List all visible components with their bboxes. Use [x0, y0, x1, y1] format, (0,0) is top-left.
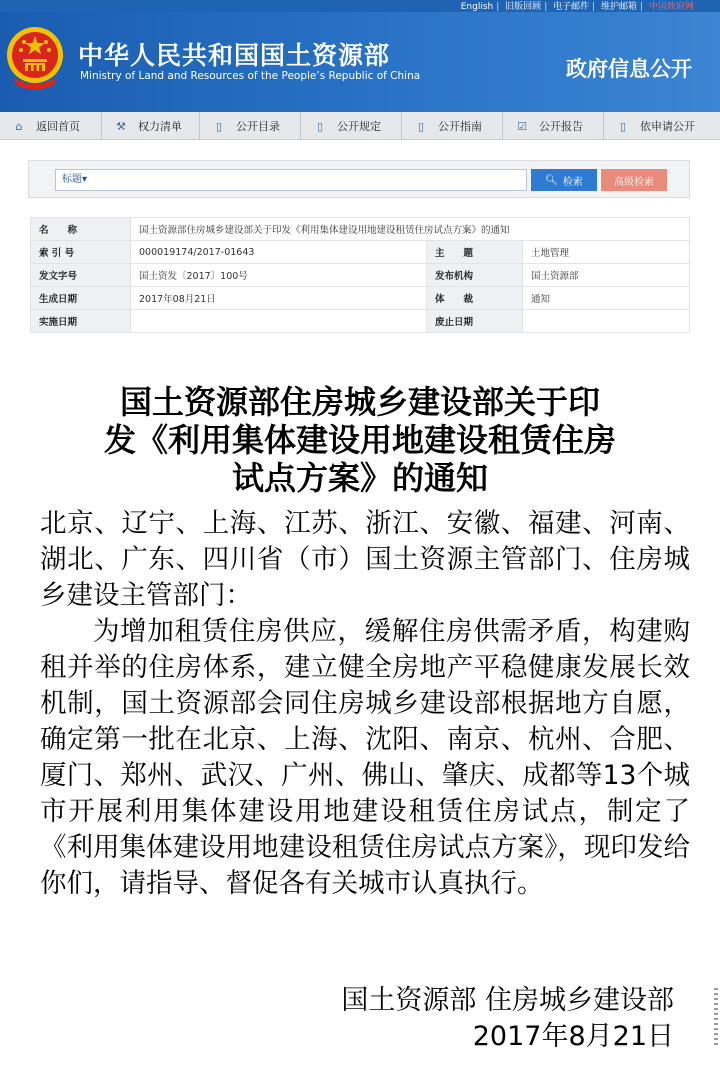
nav-open-catalog[interactable] [200, 112, 301, 140]
site-title-english: Ministry of Land and Resources of the People’s Republic of China [80, 70, 421, 82]
meta-value: 2017年08月21日 [131, 287, 427, 310]
top-utility-bar [0, 0, 720, 12]
meta-value [131, 310, 427, 333]
search-button[interactable] [531, 169, 597, 191]
link-gov-portal[interactable]: 中国政府网 [648, 2, 694, 12]
nav-open-rules[interactable] [301, 112, 402, 140]
meta-value: 国土资发〔2017〕100号 [131, 264, 427, 287]
main-nav [0, 112, 720, 140]
meta-label: 名 称 [31, 218, 131, 241]
document-icon: ▯ [316, 119, 324, 133]
nav-label: 公开目录 [236, 120, 280, 133]
scroll-indicator[interactable] [714, 988, 718, 1048]
nav-label: 返回首页 [36, 120, 80, 133]
document-icon: ▯ [215, 119, 223, 133]
signature-date: 2017年8月21日 [472, 1021, 674, 1052]
nav-apply-open[interactable] [604, 112, 720, 140]
link-maintenance-mail[interactable]: 维护邮箱 [601, 2, 638, 12]
meta-label: 发文字号 [31, 264, 131, 287]
document-meta-table [30, 217, 690, 333]
meta-value: 国土资源部住房城乡建设部关于印发《利用集体建设用地建设租赁住房试点方案》的通知 [131, 218, 690, 241]
link-english[interactable]: English [460, 2, 494, 12]
document-icon: ▯ [417, 119, 425, 133]
document-title-line: 国土资源部住房城乡建设部关于印 [119, 383, 600, 421]
document-signature [341, 983, 674, 1055]
nav-label: 权力清单 [138, 120, 182, 133]
table-row [31, 241, 690, 264]
document-icon: ▯ [619, 119, 627, 133]
table-row [31, 218, 690, 241]
clipboard-icon: ☑ [517, 119, 527, 133]
nav-open-report[interactable] [503, 112, 604, 140]
hammer-icon: ⚒ [116, 119, 126, 133]
meta-label: 索 引 号 [31, 241, 131, 264]
nav-label: 公开规定 [337, 120, 381, 133]
link-old-version[interactable]: 旧版回顾 [505, 2, 542, 12]
meta-label: 生成日期 [31, 287, 131, 310]
document-title [0, 383, 720, 497]
meta-label: 体 裁 [427, 287, 523, 310]
section-title: 政府信息公开 [566, 57, 692, 81]
meta-label: 实施日期 [31, 310, 131, 333]
site-header [0, 12, 720, 112]
advanced-search-button[interactable]: 高级检索 [601, 169, 667, 191]
home-icon: ⌂ [15, 119, 23, 133]
search-input[interactable] [55, 169, 527, 191]
search-bar [28, 160, 690, 198]
meta-value [523, 310, 690, 333]
document-recipients: 北京、辽宁、上海、江苏、浙江、安徽、福建、河南、湖北、广东、四川省（市）国土资源主管部门、住房城乡建设主管部门： [40, 508, 690, 611]
table-row [31, 264, 690, 287]
meta-label: 主 题 [427, 241, 523, 264]
nav-open-guide[interactable] [402, 112, 503, 140]
document-title-line: 试点方案》的通知 [231, 459, 488, 497]
national-emblem-icon [4, 22, 66, 92]
document-body [40, 506, 690, 902]
search-field-select[interactable]: 标题 [62, 174, 82, 185]
top-links: English | 旧版回顾 | 电子邮件 | 维护邮箱 | 中国政府网 [460, 2, 694, 12]
link-email[interactable]: 电子邮件 [553, 2, 590, 12]
nav-label: 公开指南 [438, 120, 482, 133]
meta-label: 发布机构 [427, 264, 523, 287]
table-row [31, 310, 690, 333]
site-title: 中华人民共和国国土资源部 [78, 41, 391, 70]
table-row [31, 287, 690, 310]
meta-label: 废止日期 [427, 310, 523, 333]
document-title-line: 发《利用集体建设用地建设租赁住房 [103, 421, 616, 459]
meta-value: 通知 [523, 287, 690, 310]
nav-label: 公开报告 [539, 120, 583, 133]
chevron-down-icon: ▾ [82, 174, 88, 185]
meta-value: 土地管理 [523, 241, 690, 264]
nav-label: 依申请公开 [640, 120, 695, 133]
meta-value: 国土资源部 [523, 264, 690, 287]
meta-value: 000019174/2017-01643 [131, 241, 427, 264]
nav-home[interactable] [0, 112, 102, 140]
document-paragraph: 为增加租赁住房供应，缓解住房供需矛盾，构建购租并举的住房体系，建立健全房地产平稳健康发展长效机制，国土资源部会同住房城乡建设部根据地方自愿，确定第一批在北京、上海、沈阳、南京、杭州、合肥、厦门、郑州、武汉、广州、佛山、肇庆、成都等13个城市开展利用集体建设用地建设租赁住房试点，制定了《利用集体建设用地建设租赁住房试点方案》，现印发给你们，请指导、督促各有关城市认真执行。 [40, 616, 690, 899]
nav-power-list[interactable] [102, 112, 200, 140]
search-icon: 🔍︎ [545, 174, 558, 186]
search-button-label: 检索 [562, 176, 583, 188]
signature-issuers: 国土资源部 住房城乡建设部 [341, 985, 674, 1016]
